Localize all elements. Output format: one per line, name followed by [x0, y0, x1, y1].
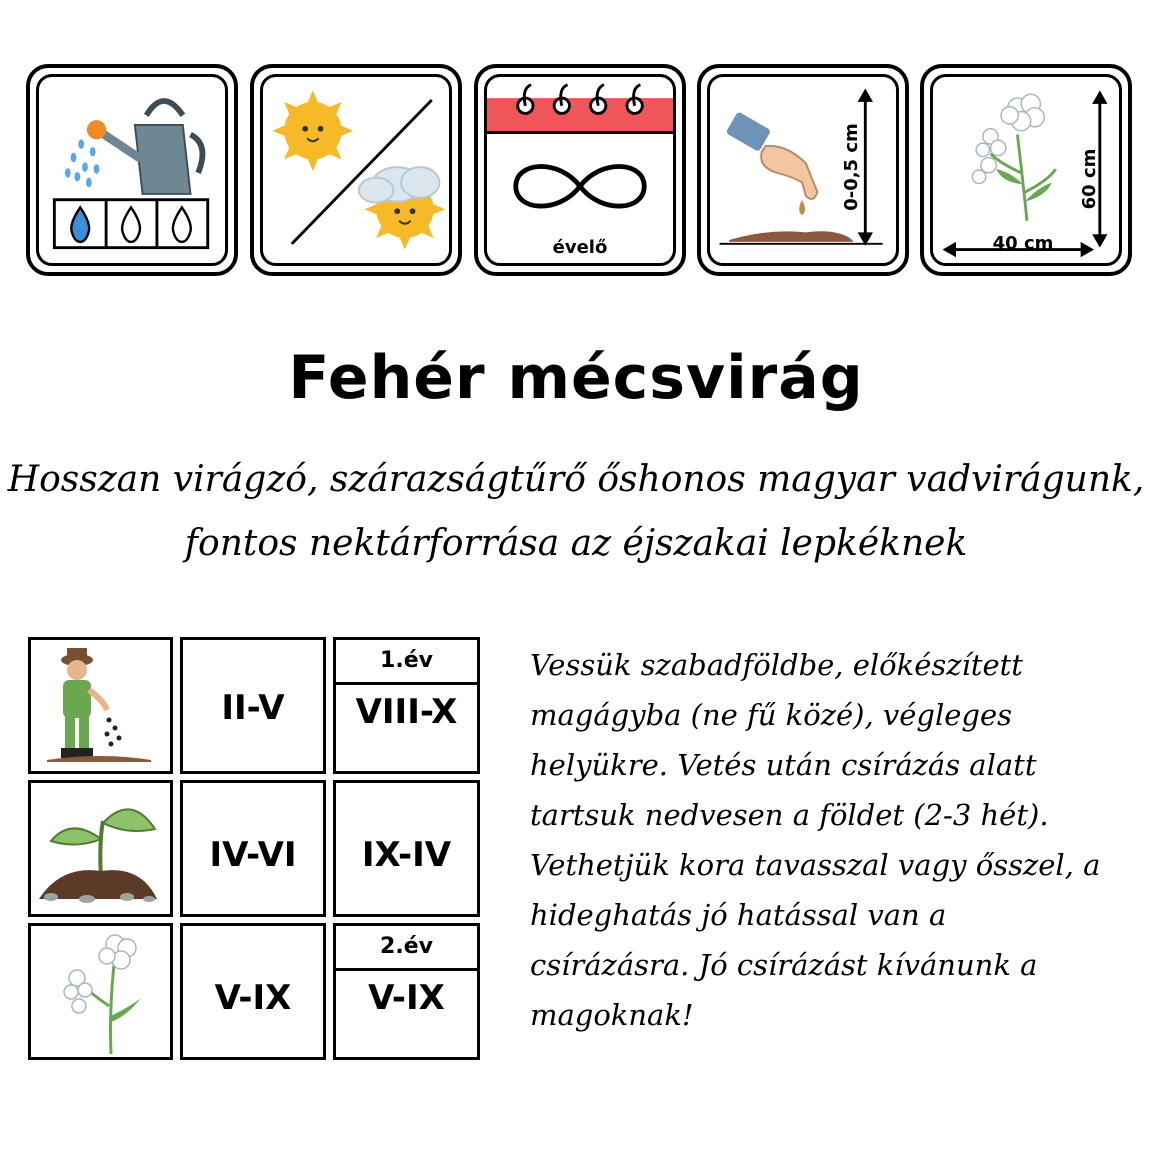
schedule-value: II-V: [221, 688, 285, 728]
perennial-card: [474, 64, 686, 276]
height-label: 60 cm: [1079, 148, 1100, 210]
instruction-line: Vessük szabadföldbe, előkészített: [530, 648, 1023, 682]
instruction-line: csírázásra. Jó csírázást kívánunk a: [530, 948, 1038, 982]
schedule-value: V-IX: [214, 978, 292, 1018]
width-label: 40 cm: [992, 233, 1054, 254]
sun-or-partial-shade-icon: [263, 77, 449, 263]
schedule-value: V-IX: [368, 978, 445, 1018]
farmer-sowing-icon: [31, 640, 170, 771]
instruction-line: hideghatás jó hatással van a: [530, 898, 947, 932]
sowing-depth-card: [697, 64, 909, 276]
schedule-cell: [180, 923, 326, 1060]
schedule-value: VIII-X: [355, 692, 458, 732]
schedule-cell: [180, 780, 326, 917]
instruction-line: helyükre. Vetés után csírázás alatt: [530, 748, 1037, 782]
sowing-instructions: [530, 640, 1130, 1040]
instruction-line: tartsuk nedvesen a földet (2-3 hét).: [530, 798, 1049, 832]
schedule-cell: [180, 637, 326, 774]
farmer-sowing-cell: [28, 637, 173, 774]
schedule-cell: [333, 637, 480, 774]
flower-cell: [28, 923, 173, 1060]
perennial-calendar-icon: [487, 77, 673, 263]
depth-label: 0-0,5 cm: [841, 123, 862, 211]
perennial-label: évelő: [552, 237, 608, 258]
page-title: Fehér mécsvirág: [288, 343, 864, 413]
seedling-icon: [31, 783, 170, 914]
plant-size-card: [920, 64, 1132, 276]
year-label: 2.év: [380, 934, 433, 959]
instruction-line: magoknak!: [530, 998, 694, 1032]
schedule-cell: [333, 923, 480, 1060]
schedule-cell: [333, 780, 480, 917]
schedule-value: IX-IV: [361, 835, 452, 875]
sowing-depth-icon: [710, 77, 896, 263]
sun-card: [250, 64, 462, 276]
year-label: 1.év: [380, 648, 433, 673]
seedling-cell: [28, 780, 173, 917]
subtitle-line: fontos nektárforrása az éjszakai lepkéknek: [184, 523, 968, 564]
instruction-line: magágyba (ne fű közé), végleges: [530, 698, 1013, 732]
watering-can-icon: [39, 77, 225, 263]
watering-card: [26, 64, 238, 276]
subtitle-line: Hosszan virágzó, szárazságtűrő őshonos magyar vadvirágunk,: [7, 459, 1145, 500]
instruction-line: Vethetjük kora tavasszal vagy ősszel, a: [530, 848, 1101, 882]
schedule-value: IV-VI: [209, 835, 297, 875]
white-flower-icon: [31, 926, 170, 1057]
subtitle: [0, 448, 1152, 576]
